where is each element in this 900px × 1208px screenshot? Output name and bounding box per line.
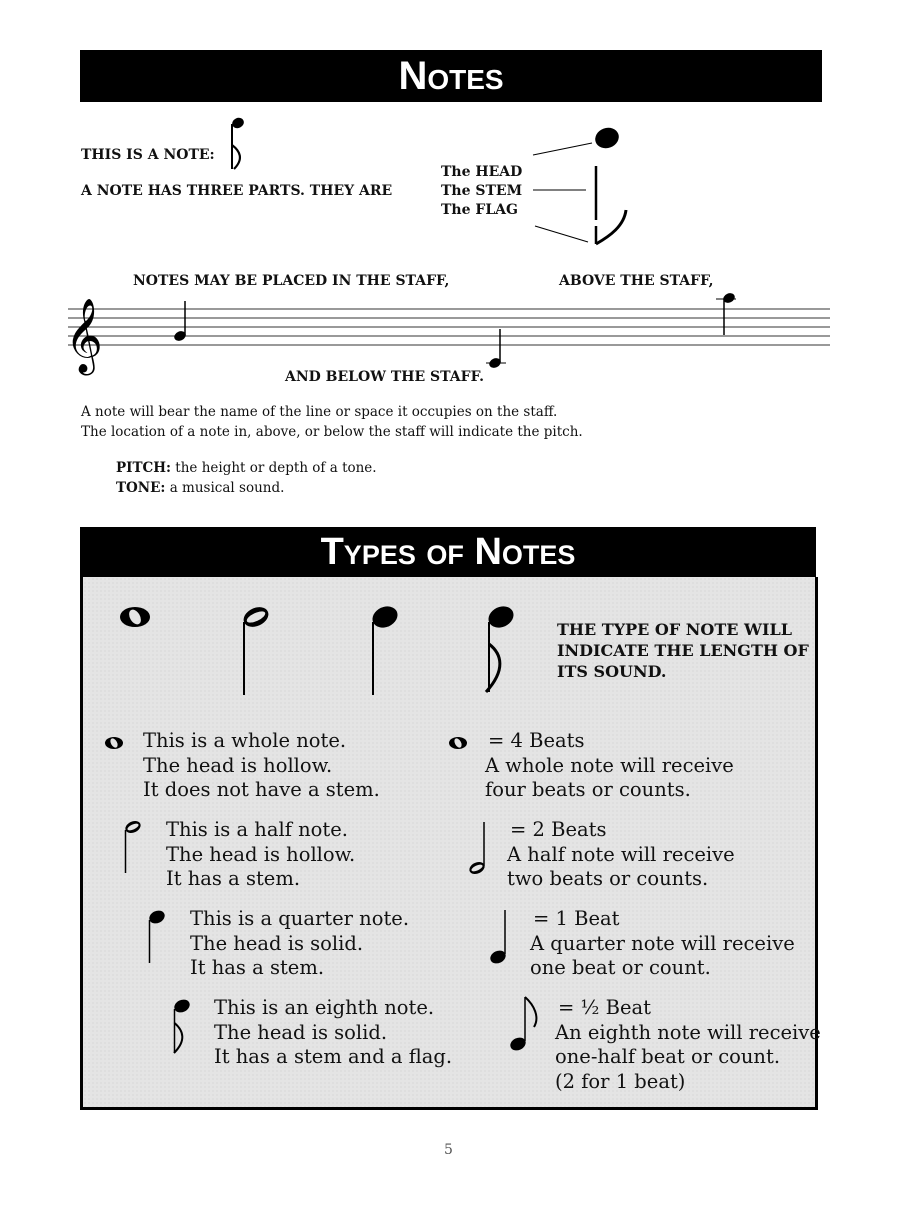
receive-line: one-half beat or count. [555,1045,781,1068]
whole-note-small-icon [447,735,471,751]
three-parts-label: A NOTE HAS THREE PARTS. THEY ARE [81,183,393,199]
whole-note-beats [485,729,734,803]
definition-tone [116,480,284,496]
quarter-note-small-icon [144,908,168,968]
beats-value: = ½ Beat [558,996,651,1019]
description-line: The head is hollow. [143,753,333,777]
eighth-note-small-icon [168,997,198,1057]
quarter-note-icon [364,600,404,700]
receive-line: An eighth note will receive [555,1020,821,1044]
above-staff-label: ABOVE THE STAFF, [559,273,714,289]
page-number: 5 [444,1142,453,1158]
description-line: This is a whole note. [143,729,347,752]
type-statement [557,619,809,682]
explanation-line-2: The location of a note in, above, or below the staff will indicate the pitch. [81,424,583,440]
quarter-note-beats [530,907,795,981]
half-note-stem-down-icon [466,818,490,878]
whole-note-description [143,729,380,803]
receive-line: (2 for 1 beat) [555,1069,686,1093]
part-head-label: The HEAD [441,164,523,180]
description-line: This is a quarter note. [190,907,410,930]
half-note-description [166,818,355,892]
definition-term: PITCH: [116,460,171,476]
eighth-note-beats [555,996,821,1094]
eighth-note-icon-large [478,600,518,700]
description-line: The head is hollow. [166,842,356,866]
definition-text: the height or depth of a tone. [175,460,377,476]
beats-value: = 4 Beats [488,729,585,752]
half-note-icon [236,600,276,700]
part-flag-label: The FLAG [441,202,518,218]
statement-line: INDICATE THE LENGTH OF [557,641,809,660]
description-line: This is an eighth note. [214,996,435,1019]
definition-text: a musical sound. [169,480,285,496]
statement-line: ITS SOUND. [557,662,667,681]
receive-line: four beats or counts. [485,778,691,801]
receive-line: one beat or count. [530,956,711,979]
receive-line: two beats or counts. [507,867,709,890]
half-note-beats [507,818,735,892]
receive-line: A whole note will receive [485,753,734,777]
beats-value: = 2 Beats [510,818,607,841]
receive-line: A half note will receive [507,842,735,866]
explanation-line-1: A note will bear the name of the line or space it occupies on the staff. [81,404,558,420]
this-is-a-note-label: THIS IS A NOTE: [81,147,215,163]
eighth-note-stem-up-icon [506,995,540,1055]
below-staff-label: AND BELOW THE STAFF. [285,369,484,385]
definition-term: TONE: [116,480,166,496]
description-line: The head is solid. [190,931,364,955]
types-of-notes-banner [80,527,816,577]
quarter-note-stem-down-icon [486,908,510,968]
music-staff [62,285,832,385]
treble-clef-icon: 𝄞 [65,299,103,373]
page-title: Notes [398,54,504,98]
description-line: This is a half note. [166,818,348,841]
half-note-small-icon [120,818,144,878]
statement-line: THE TYPE OF NOTE WILL [557,620,792,639]
beats-value: = 1 Beat [533,907,620,930]
eighth-note-description [214,996,452,1070]
definition-pitch [116,460,377,476]
description-line: The head is solid. [214,1020,388,1044]
description-line: It has a stem and a flag. [214,1045,453,1068]
whole-note-small-icon [103,735,127,751]
description-line: It does not have a stem. [143,778,380,801]
part-stem-label: The STEM [441,183,523,199]
receive-line: A quarter note will receive [530,931,795,955]
notes-title-banner [80,50,822,102]
description-line: It has a stem. [166,867,301,890]
eighth-note-icon [222,115,262,175]
whole-note-icon [116,603,156,633]
description-line: It has a stem. [190,956,325,979]
note-parts-diagram [530,118,640,258]
quarter-note-description [190,907,409,981]
in-staff-label: NOTES MAY BE PLACED IN THE STAFF, [133,273,450,289]
section-title: Types of Notes [320,531,576,573]
